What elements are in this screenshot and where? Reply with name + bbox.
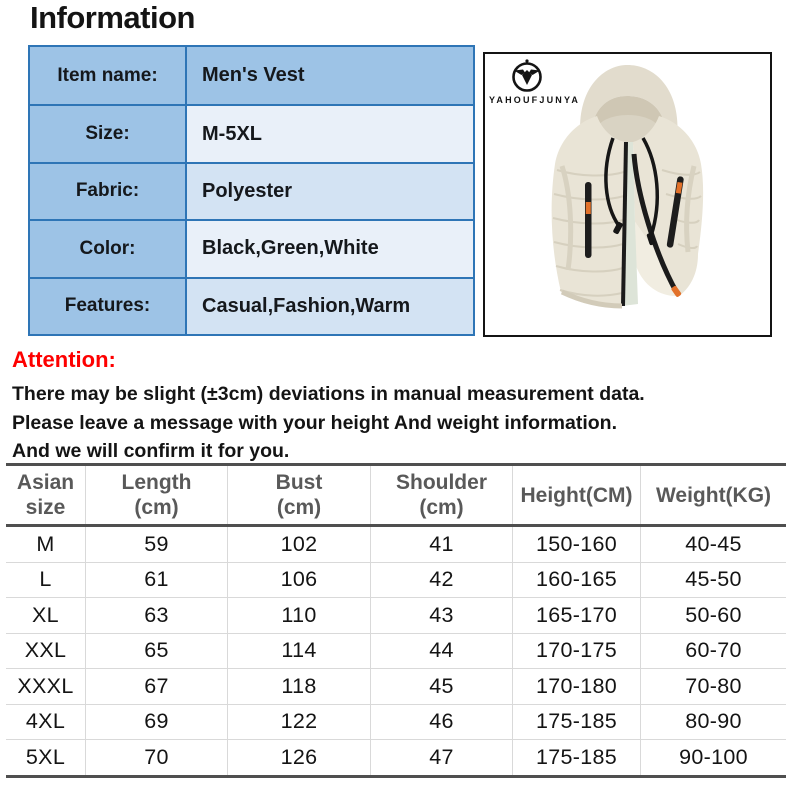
size-chart-cell: XXXL bbox=[17, 673, 74, 698]
vest-image bbox=[485, 54, 770, 335]
size-chart-cell: 165-170 bbox=[512, 598, 640, 633]
info-value: Polyester bbox=[187, 164, 473, 219]
attention-line: And we will confirm it for you. bbox=[12, 440, 290, 462]
size-chart-cell: 170-180 bbox=[512, 669, 640, 704]
size-chart-cell: 69 bbox=[85, 705, 227, 740]
size-chart-cell: 126 bbox=[227, 740, 370, 775]
size-chart-cell: 4XL bbox=[25, 709, 66, 734]
size-chart-cell: 65 bbox=[85, 634, 227, 669]
size-chart-cell: 70-80 bbox=[640, 669, 786, 704]
size-chart-cell: 44 bbox=[370, 634, 512, 669]
size-chart-cell: 45-50 bbox=[640, 563, 786, 598]
size-chart-cell: 175-185 bbox=[512, 740, 640, 775]
product-photo bbox=[483, 52, 772, 337]
info-label: Color: bbox=[30, 221, 187, 276]
size-chart-cell: L bbox=[39, 567, 52, 592]
size-chart-cell: 63 bbox=[85, 598, 227, 633]
size-chart-cell: 42 bbox=[370, 563, 512, 598]
size-chart-header-cell: Weight(KG) bbox=[640, 466, 786, 524]
size-chart-cell: 41 bbox=[370, 527, 512, 562]
size-chart-header-cell: Height(CM) bbox=[512, 466, 640, 524]
size-chart-row bbox=[6, 739, 786, 775]
size-chart-cell: 59 bbox=[85, 527, 227, 562]
attention-lines bbox=[12, 380, 788, 466]
attention-section bbox=[12, 347, 788, 466]
size-chart-cell: 46 bbox=[370, 705, 512, 740]
size-chart-cell: 170-175 bbox=[512, 634, 640, 669]
size-chart-row bbox=[6, 562, 786, 598]
info-row bbox=[30, 219, 473, 276]
size-chart-header-row bbox=[6, 466, 786, 527]
info-value: Men's Vest bbox=[187, 47, 473, 104]
size-chart-cell: 5XL bbox=[25, 744, 66, 769]
size-chart-cell: 61 bbox=[85, 563, 227, 598]
attention-line: There may be slight (±3cm) deviations in manual measurement data. bbox=[12, 383, 645, 405]
size-chart-header-cell: Shoulder (cm) bbox=[370, 466, 512, 524]
size-chart-cell: 110 bbox=[227, 598, 370, 633]
brand-name: YAHOUFJUNYA bbox=[489, 95, 581, 105]
size-chart-cell: 102 bbox=[227, 527, 370, 562]
size-chart-cell: 50-60 bbox=[640, 598, 786, 633]
size-chart-cell: 106 bbox=[227, 563, 370, 598]
info-value: Casual,Fashion,Warm bbox=[187, 279, 473, 334]
info-row bbox=[30, 47, 473, 104]
size-chart-cell: 118 bbox=[227, 669, 370, 704]
size-chart-cell: 90-100 bbox=[640, 740, 786, 775]
page-title: Information bbox=[30, 0, 195, 35]
info-value: M-5XL bbox=[187, 106, 473, 161]
info-value: Black,Green,White bbox=[187, 221, 473, 276]
size-chart-cell: 45 bbox=[370, 669, 512, 704]
size-chart-row bbox=[6, 633, 786, 669]
size-chart-cell: 40-45 bbox=[640, 527, 786, 562]
size-chart-cell: 60-70 bbox=[640, 634, 786, 669]
size-chart-body bbox=[6, 527, 786, 775]
size-chart-row bbox=[6, 527, 786, 562]
product-info-table bbox=[28, 45, 475, 336]
info-label: Item name: bbox=[30, 47, 187, 104]
size-chart-cell: 175-185 bbox=[512, 705, 640, 740]
size-chart-row bbox=[6, 704, 786, 740]
info-label: Fabric: bbox=[30, 164, 187, 219]
size-chart-cell: 150-160 bbox=[512, 527, 640, 562]
size-chart-cell: 80-90 bbox=[640, 705, 786, 740]
size-chart-cell: 47 bbox=[370, 740, 512, 775]
size-chart-cell: 70 bbox=[85, 740, 227, 775]
size-chart-cell: XXL bbox=[24, 638, 67, 663]
size-chart-cell: 160-165 bbox=[512, 563, 640, 598]
size-chart-cell: 67 bbox=[85, 669, 227, 704]
size-chart-cell: M bbox=[36, 531, 55, 556]
attention-heading: Attention: bbox=[12, 347, 116, 372]
info-row bbox=[30, 277, 473, 334]
size-chart-row bbox=[6, 668, 786, 704]
size-chart-cell: 122 bbox=[227, 705, 370, 740]
info-label: Features: bbox=[30, 279, 187, 334]
size-chart-cell: XL bbox=[32, 602, 59, 627]
info-label: Size: bbox=[30, 106, 187, 161]
size-chart-cell: 114 bbox=[227, 634, 370, 669]
size-chart-header-cell: Asian size bbox=[16, 471, 75, 519]
attention-line: Please leave a message with your height And weight information. bbox=[12, 411, 618, 434]
info-row bbox=[30, 162, 473, 219]
size-chart-cell: 43 bbox=[370, 598, 512, 633]
size-chart-header-cell: Length (cm) bbox=[85, 466, 227, 524]
size-chart-row bbox=[6, 597, 786, 633]
size-chart-header-cell: Bust (cm) bbox=[227, 466, 370, 524]
size-chart-table bbox=[6, 463, 786, 778]
info-row bbox=[30, 104, 473, 161]
